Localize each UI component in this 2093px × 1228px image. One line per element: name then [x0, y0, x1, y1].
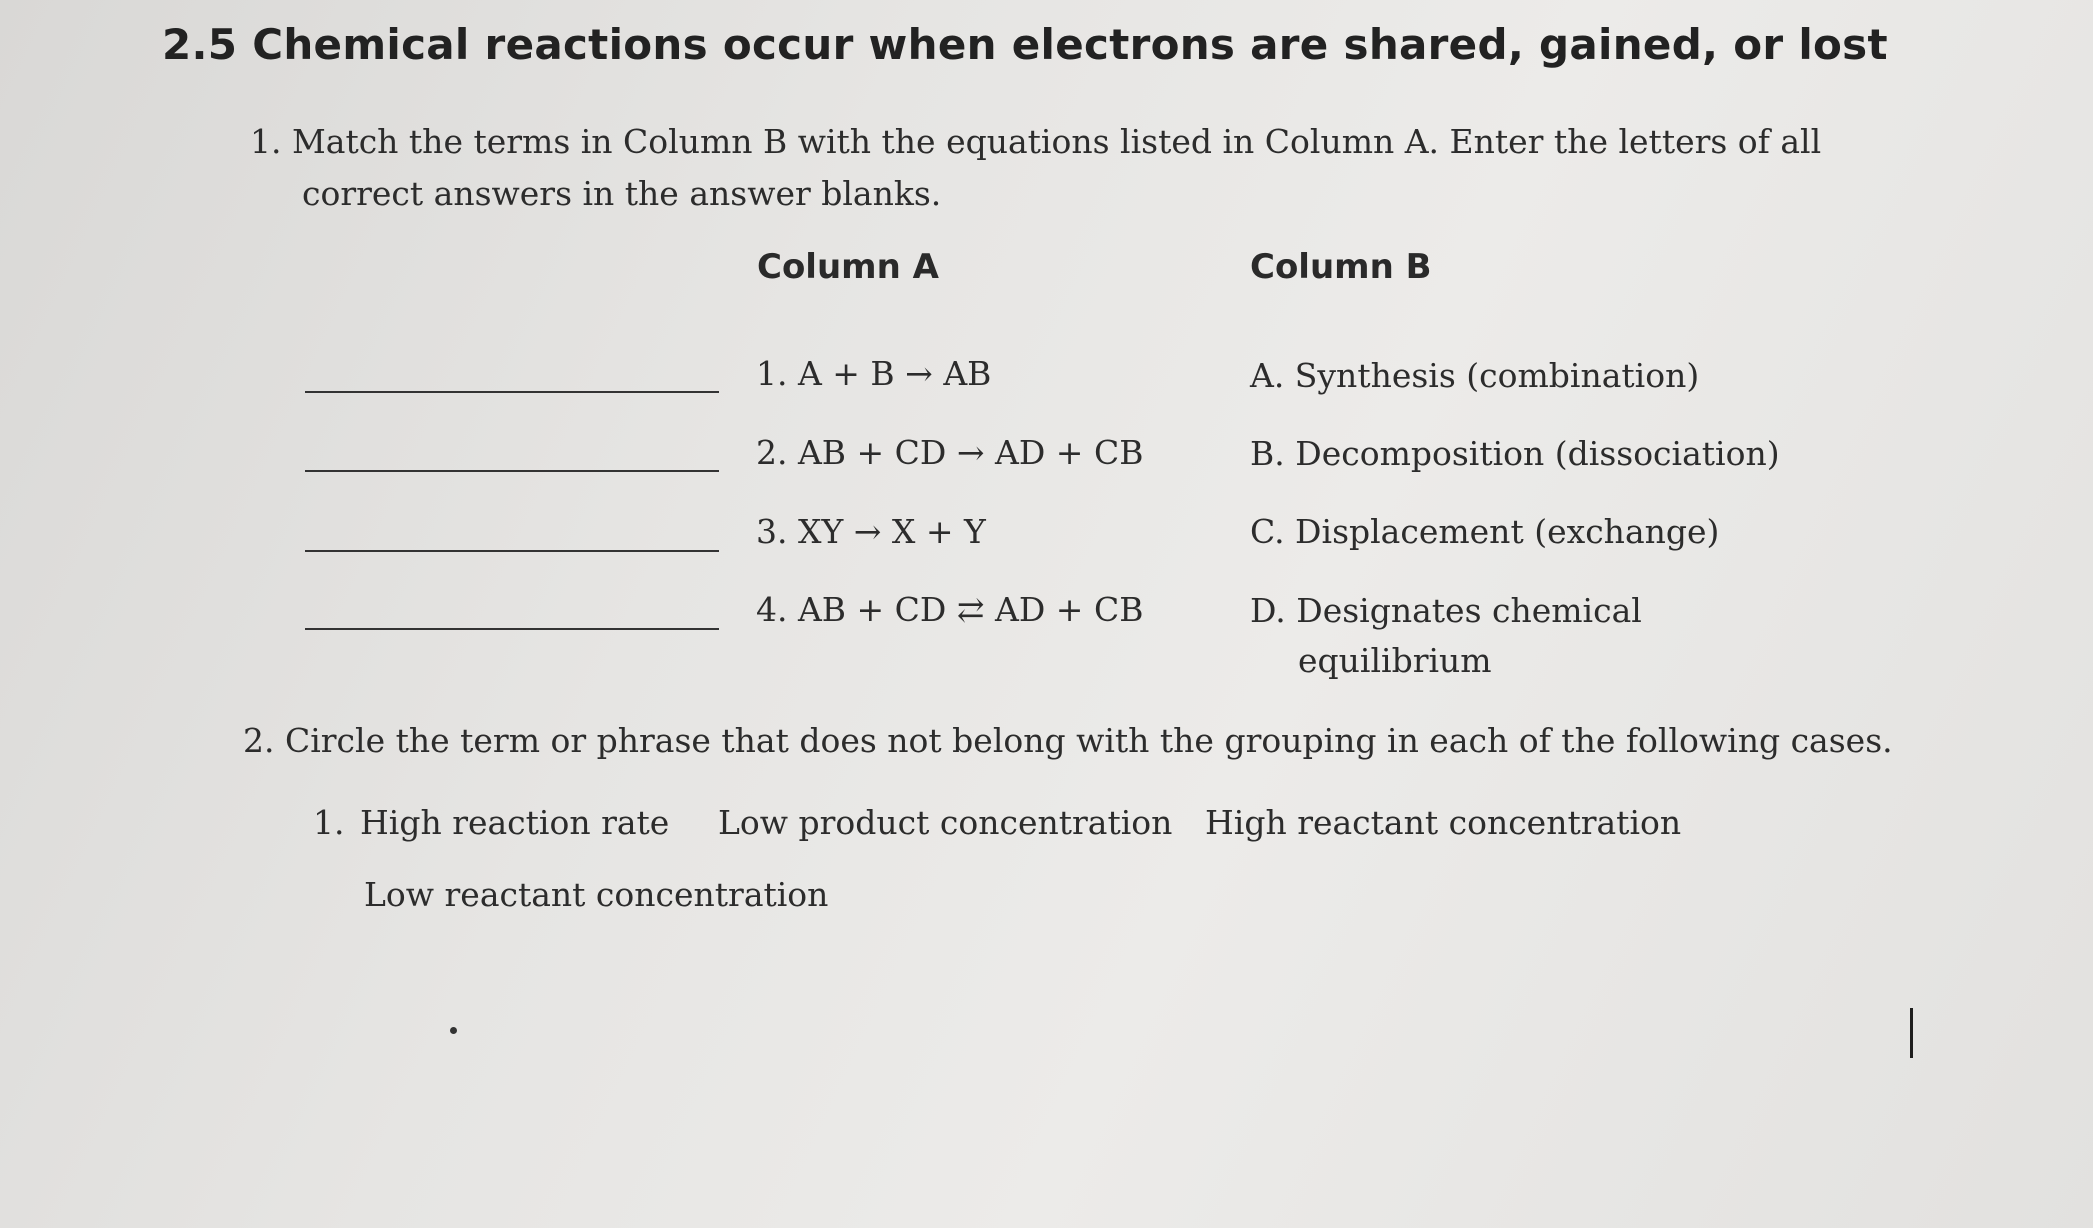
term-a: A. Synthesis (combination)	[1250, 356, 1700, 395]
term-c: C. Displacement (exchange)	[1250, 512, 1720, 551]
answer-blank-2[interactable]	[305, 470, 719, 472]
option-high-reactant-concentration[interactable]: High reactant concentration	[1205, 803, 1682, 842]
term-b: B. Decomposition (dissociation)	[1250, 434, 1780, 473]
stray-mark	[450, 1027, 457, 1034]
option-high-reaction-rate[interactable]: High reaction rate	[360, 803, 670, 842]
option-low-reactant-concentration[interactable]: Low reactant concentration	[364, 875, 829, 914]
answer-blank-4[interactable]	[305, 628, 719, 630]
equation-1: 1. A + B → AB	[756, 354, 992, 393]
equation-2: 2. AB + CD → AD + CB	[756, 433, 1144, 472]
text-cursor	[1910, 1008, 1913, 1058]
q2-instruction: 2. Circle the term or phrase that does not belong with the grouping in each of the following cases.	[243, 721, 1893, 760]
q1-instruction-line2: correct answers in the answer blanks.	[302, 174, 942, 213]
term-d: D. Designates chemical	[1250, 591, 1642, 630]
equation-4: 4. AB + CD ⇄ AD + CB	[756, 590, 1144, 629]
q1-instruction-line1: 1. Match the terms in Column B with the equations listed in Column A. Enter the letters of all	[250, 122, 1822, 161]
column-b-header: Column B	[1250, 247, 1432, 287]
case-1-number: 1.	[313, 803, 345, 842]
answer-blank-1[interactable]	[305, 391, 719, 393]
answer-blank-3[interactable]	[305, 550, 719, 552]
option-low-product-concentration[interactable]: Low product concentration	[718, 803, 1173, 842]
equation-3: 3. XY → X + Y	[756, 512, 986, 551]
term-d-line2: equilibrium	[1298, 641, 1492, 680]
section-title: 2.5 Chemical reactions occur when electrons are shared, gained, or lost	[162, 20, 1888, 69]
column-a-header: Column A	[757, 247, 939, 287]
